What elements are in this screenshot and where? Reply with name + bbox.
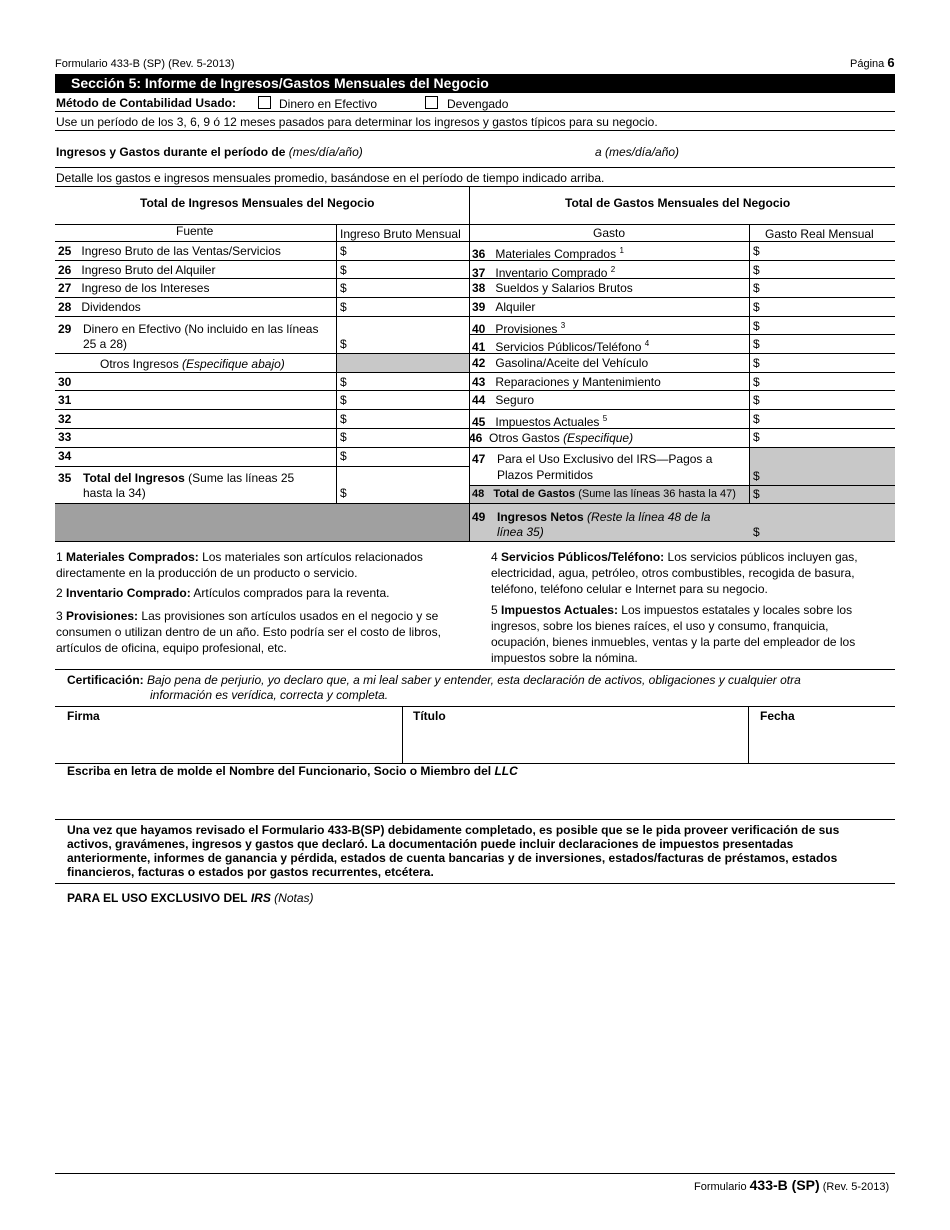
income-amount-35[interactable]: $ — [340, 486, 347, 500]
expense-line-43: 43 Reparaciones y Mantenimiento — [472, 375, 661, 389]
accrual-label: Devengado — [447, 97, 509, 111]
verification-line-2: activos, gravámenes, ingresos y gastos que declaró. La documentación puede incluir declaraciones de impuestos presentadas — [67, 837, 794, 851]
shaded-cell — [337, 354, 469, 373]
income-line-26: 26 Ingreso Bruto del Alquiler — [58, 263, 216, 277]
expense-amount-48[interactable]: $ — [753, 487, 760, 501]
date-field[interactable] — [752, 722, 892, 760]
section-title: Sección 5: Informe de Ingresos/Gastos Mensuales del Negocio — [55, 74, 895, 93]
income-line-34: 34 — [58, 449, 72, 463]
income-amount-34[interactable]: $ — [340, 449, 347, 463]
expense-line-47-text2: Plazos Permitidos — [497, 468, 594, 482]
accrual-checkbox[interactable] — [425, 96, 438, 109]
income-line-35-text: Total del Ingresos (Sume las líneas 25 — [83, 471, 295, 485]
expense-amount-42[interactable]: $ — [753, 356, 760, 370]
certification-text2: información es verídica, correcta y completa. — [150, 688, 389, 702]
expense-line-38: 38 Sueldos y Salarios Brutos — [472, 281, 633, 295]
print-name-field[interactable] — [58, 780, 893, 816]
col-source: Fuente — [176, 224, 214, 238]
expense-line-49-text: Ingresos Netos (Reste la línea 48 de la — [497, 510, 711, 524]
shaded-cell — [750, 485, 895, 503]
signature-field[interactable] — [58, 722, 398, 760]
expense-amount-37[interactable]: $ — [753, 263, 760, 277]
verification-line-4: financieros, facturas o estados por gastos recurrentes, etcétera. — [67, 865, 434, 879]
income-line-25: 25 Ingreso Bruto de las Ventas/Servicios — [58, 244, 281, 258]
footnote-2: 2 Inventario Comprado: Artículos comprados para la reventa. — [56, 586, 390, 600]
income-amount-28[interactable]: $ — [340, 300, 347, 314]
signature-label: Firma — [67, 709, 100, 723]
expense-line-47-num: 47 — [472, 452, 486, 466]
shaded-cell — [750, 448, 895, 485]
income-amount-25[interactable]: $ — [340, 244, 347, 258]
income-line-29-num: 29 — [58, 322, 72, 336]
expense-amount-44[interactable]: $ — [753, 393, 760, 407]
footer-form-id: Formulario 433-B (SP) (Rev. 5-2013) — [694, 1177, 890, 1193]
cash-checkbox[interactable] — [258, 96, 271, 109]
income-line-28: 28 Dividendos — [58, 300, 141, 314]
expense-line-49-text2: línea 35) — [497, 525, 544, 539]
income-line-30: 30 — [58, 375, 72, 389]
expense-line-41: 41 Servicios Públicos/Teléfono $^4$ — [472, 339, 650, 354]
expense-line-36: 36 Materiales Comprados $^1$ — [472, 246, 624, 261]
income-amount-26[interactable]: $ — [340, 263, 347, 277]
expense-line-46: 46 Otros Gastos (Especifique) — [469, 431, 634, 445]
footnote-1: 1 Materiales Comprados: Los materiales son artículos relacionados directamente en la producción de un producto o servicio. — [56, 550, 423, 580]
expense-amount-49[interactable]: $ — [753, 525, 760, 539]
irs-use-label: PARA EL USO EXCLUSIVO DEL IRS (Notas) — [67, 891, 314, 905]
income-line-33: 33 — [58, 430, 72, 444]
expense-line-42: 42 Gasolina/Aceite del Vehículo — [472, 356, 649, 370]
title-field[interactable] — [406, 722, 744, 760]
expense-line-49-num: 49 — [472, 510, 486, 524]
verification-line-3: anteriormente, informes de ganancia y pérdida, estados de cuenta bancarias y de inversiones, estados/facturas de préstamos, estados — [67, 851, 838, 865]
income-line-32: 32 — [58, 412, 72, 426]
col-income-amount: Ingreso Bruto Mensual — [340, 227, 461, 241]
col-expense: Gasto — [593, 226, 626, 240]
income-line-29-text2: 25 a 28) — [83, 337, 128, 351]
footnote-4: 4 Servicios Públicos/Teléfono: Los servicios públicos incluyen gas, electricidad, agua, petróleo, otros combustibles, recogida de basura, teléfono, teléfono celular e Internet para su negocio. — [491, 550, 858, 596]
income-amount-27[interactable]: $ — [340, 281, 347, 295]
period-instruction: Use un período de los 3, 6, 9 ó 12 meses pasados para determinar los ingresos y gastos típicos para su negocio. — [56, 115, 658, 129]
income-line-27: 27 Ingreso de los Intereses — [58, 281, 210, 295]
expense-line-45: 45 Impuestos Actuales $^5$ — [472, 414, 608, 429]
income-amount-30[interactable]: $ — [340, 375, 347, 389]
expense-amount-38[interactable]: $ — [753, 281, 760, 295]
print-name-label: Escriba en letra de molde el Nombre del Funcionario, Socio o Miembro del LLC — [67, 764, 518, 778]
expense-amount-47[interactable]: $ — [753, 469, 760, 483]
income-amount-33[interactable]: $ — [340, 430, 347, 444]
income-line-29-text: Dinero en Efectivo (No incluido en las líneas — [83, 322, 319, 336]
expense-line-37: 37 Inventario Comprado $^2$ — [472, 265, 616, 280]
footnote-5: 5 Impuestos Actuales: Los impuestos estatales y locales sobre los ingresos, sobre los bienes raíces, el uso y consumo, franquicia, ocupación, bienes inmuebles, ventas y la parte del empleador de los impuestos sobre la nómina. — [491, 603, 856, 665]
income-line-31: 31 — [58, 393, 72, 407]
title-label: Título — [413, 709, 446, 723]
income-amount-29[interactable]: $ — [340, 337, 347, 351]
expense-line-48: 48 Total de Gastos (Sume las líneas 36 hasta la 47) — [472, 488, 736, 500]
expense-line-39: 39 Alquiler — [472, 300, 536, 314]
expense-amount-40[interactable]: $ — [753, 319, 760, 333]
income-line-35-text2: hasta la 34) — [83, 486, 146, 500]
expense-amount-36[interactable]: $ — [753, 244, 760, 258]
page-label: Página 6 — [850, 55, 895, 70]
period-to: a (mes/día/año) — [595, 145, 680, 159]
income-amount-32[interactable]: $ — [340, 412, 347, 426]
expense-title: Total de Gastos Mensuales del Negocio — [565, 196, 791, 210]
verification-line-1: Una vez que hayamos revisado el Formulario 433-B(SP) debidamente completado, es posible que se le pida proveer verificación de sus — [67, 823, 840, 837]
income-amount-31[interactable]: $ — [340, 393, 347, 407]
expense-amount-39[interactable]: $ — [753, 300, 760, 314]
date-label: Fecha — [760, 709, 795, 723]
expense-amount-46[interactable]: $ — [753, 430, 760, 444]
expense-amount-41[interactable]: $ — [753, 337, 760, 351]
income-line-35-num: 35 — [58, 471, 72, 485]
other-income-label: Otros Ingresos (Especifique abajo) — [100, 357, 285, 371]
form-id: Formulario 433-B (SP) (Rev. 5-2013) — [55, 58, 235, 70]
detail-instruction: Detalle los gastos e ingresos mensuales promedio, basándose en el período de tiempo indicado arriba. — [56, 171, 605, 185]
expense-line-44: 44 Seguro — [472, 393, 535, 407]
expense-amount-45[interactable]: $ — [753, 412, 760, 426]
irs-notes-area[interactable] — [58, 910, 893, 1165]
expense-line-40: 40 Provisiones $^3$ — [472, 321, 566, 336]
expense-line-47-text: Para el Uso Exclusivo del IRS—Pagos a — [497, 452, 713, 466]
method-label: Método de Contabilidad Usado: — [56, 96, 236, 110]
cash-label: Dinero en Efectivo — [279, 97, 378, 111]
footnote-3: 3 Provisiones: Las provisiones son artículos usados en el negocio y se consumen o utilizan dentro de un año. Esto podría ser el costo de libros, artículos de oficina, equipo profesional, etc. — [56, 609, 441, 655]
shaded-cell — [55, 503, 470, 541]
income-title: Total de Ingresos Mensuales del Negocio — [140, 196, 375, 210]
expense-amount-43[interactable]: $ — [753, 375, 760, 389]
col-expense-amount: Gasto Real Mensual — [765, 227, 874, 241]
certification-text: Certificación: Bajo pena de perjurio, yo declaro que, a mi leal saber y entender, esta declaración de activos, obligaciones y cualquier otra — [67, 673, 801, 687]
period-row: Ingresos y Gastos durante el período de (mes/día/año) — [56, 145, 363, 159]
